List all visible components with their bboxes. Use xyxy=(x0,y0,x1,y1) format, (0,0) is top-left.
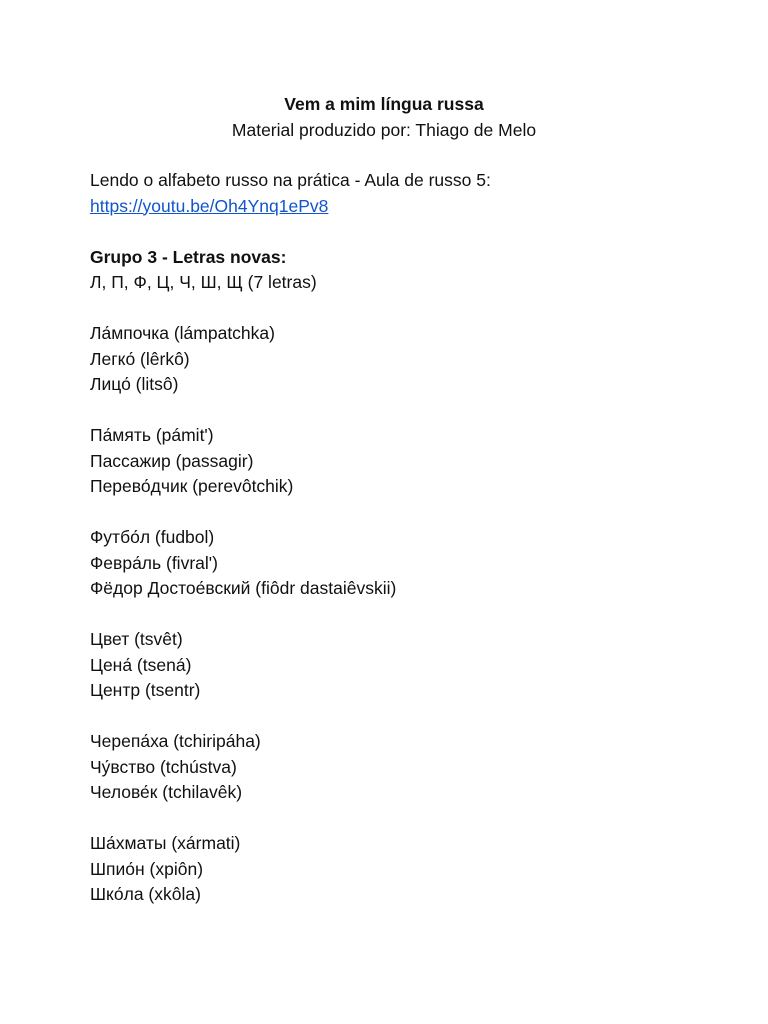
document-subtitle: Material produzido por: Thiago de Melo xyxy=(231,120,537,140)
spacer xyxy=(90,806,730,832)
word-group xyxy=(90,296,730,398)
word-entry: Цвет (tsvêt) xyxy=(90,629,183,649)
word-group xyxy=(90,398,730,500)
spacer xyxy=(90,398,730,424)
word-entry: Лицо́ (litsô) xyxy=(90,374,179,394)
word-entry: Февра́ль (fivral') xyxy=(90,552,218,573)
lesson-line: Lendo o alfabeto russo na prática - Aula de russo 5: xyxy=(90,170,491,190)
word-entry: Шко́ла (xkôla) xyxy=(90,884,201,904)
document-body xyxy=(90,168,730,908)
spacer xyxy=(90,704,730,730)
lesson-link[interactable]: https://youtu.be/Oh4Ynq1ePv8 xyxy=(90,195,329,216)
word-group xyxy=(90,704,730,806)
word-entry: Легко́ (lêrkô) xyxy=(90,348,190,369)
word-entry: Пассажир (passagir) xyxy=(90,450,254,471)
word-entry: Чу́вство (tchústva) xyxy=(90,756,237,777)
word-entry: Па́мять (pámit') xyxy=(90,425,214,445)
word-entry: Шпио́н (xpiôn) xyxy=(90,858,204,879)
word-group xyxy=(90,500,730,602)
letters-line: Л, П, Ф, Ц, Ч, Ш, Щ (7 letras) xyxy=(90,272,317,292)
word-entry: Ла́мпочка (lámpatchka) xyxy=(90,323,275,343)
document-title: Vem a mim língua russa xyxy=(284,94,484,114)
word-entry: Черепа́ха (tchiripáha) xyxy=(90,731,261,751)
word-entry: Центр (tsentr) xyxy=(90,680,201,700)
word-entry: Челове́к (tchilavêk) xyxy=(90,782,243,802)
word-entry: Футбо́л (fudbol) xyxy=(90,527,215,547)
spacer xyxy=(90,500,730,526)
word-entry: Ша́хматы (xármati) xyxy=(90,833,241,853)
spacer xyxy=(90,296,730,322)
word-entry: Цена́ (tsená) xyxy=(90,654,192,675)
group-heading: Grupo 3 - Letras novas: xyxy=(90,246,287,267)
word-entry: Фёдор Достое́вский (fiôdr dastaiêvskii) xyxy=(90,578,397,598)
spacer xyxy=(90,602,730,628)
word-group xyxy=(90,602,730,704)
word-entry: Перево́дчик (perevôtchik) xyxy=(90,476,294,496)
spacer xyxy=(90,219,730,245)
word-group xyxy=(90,806,730,908)
